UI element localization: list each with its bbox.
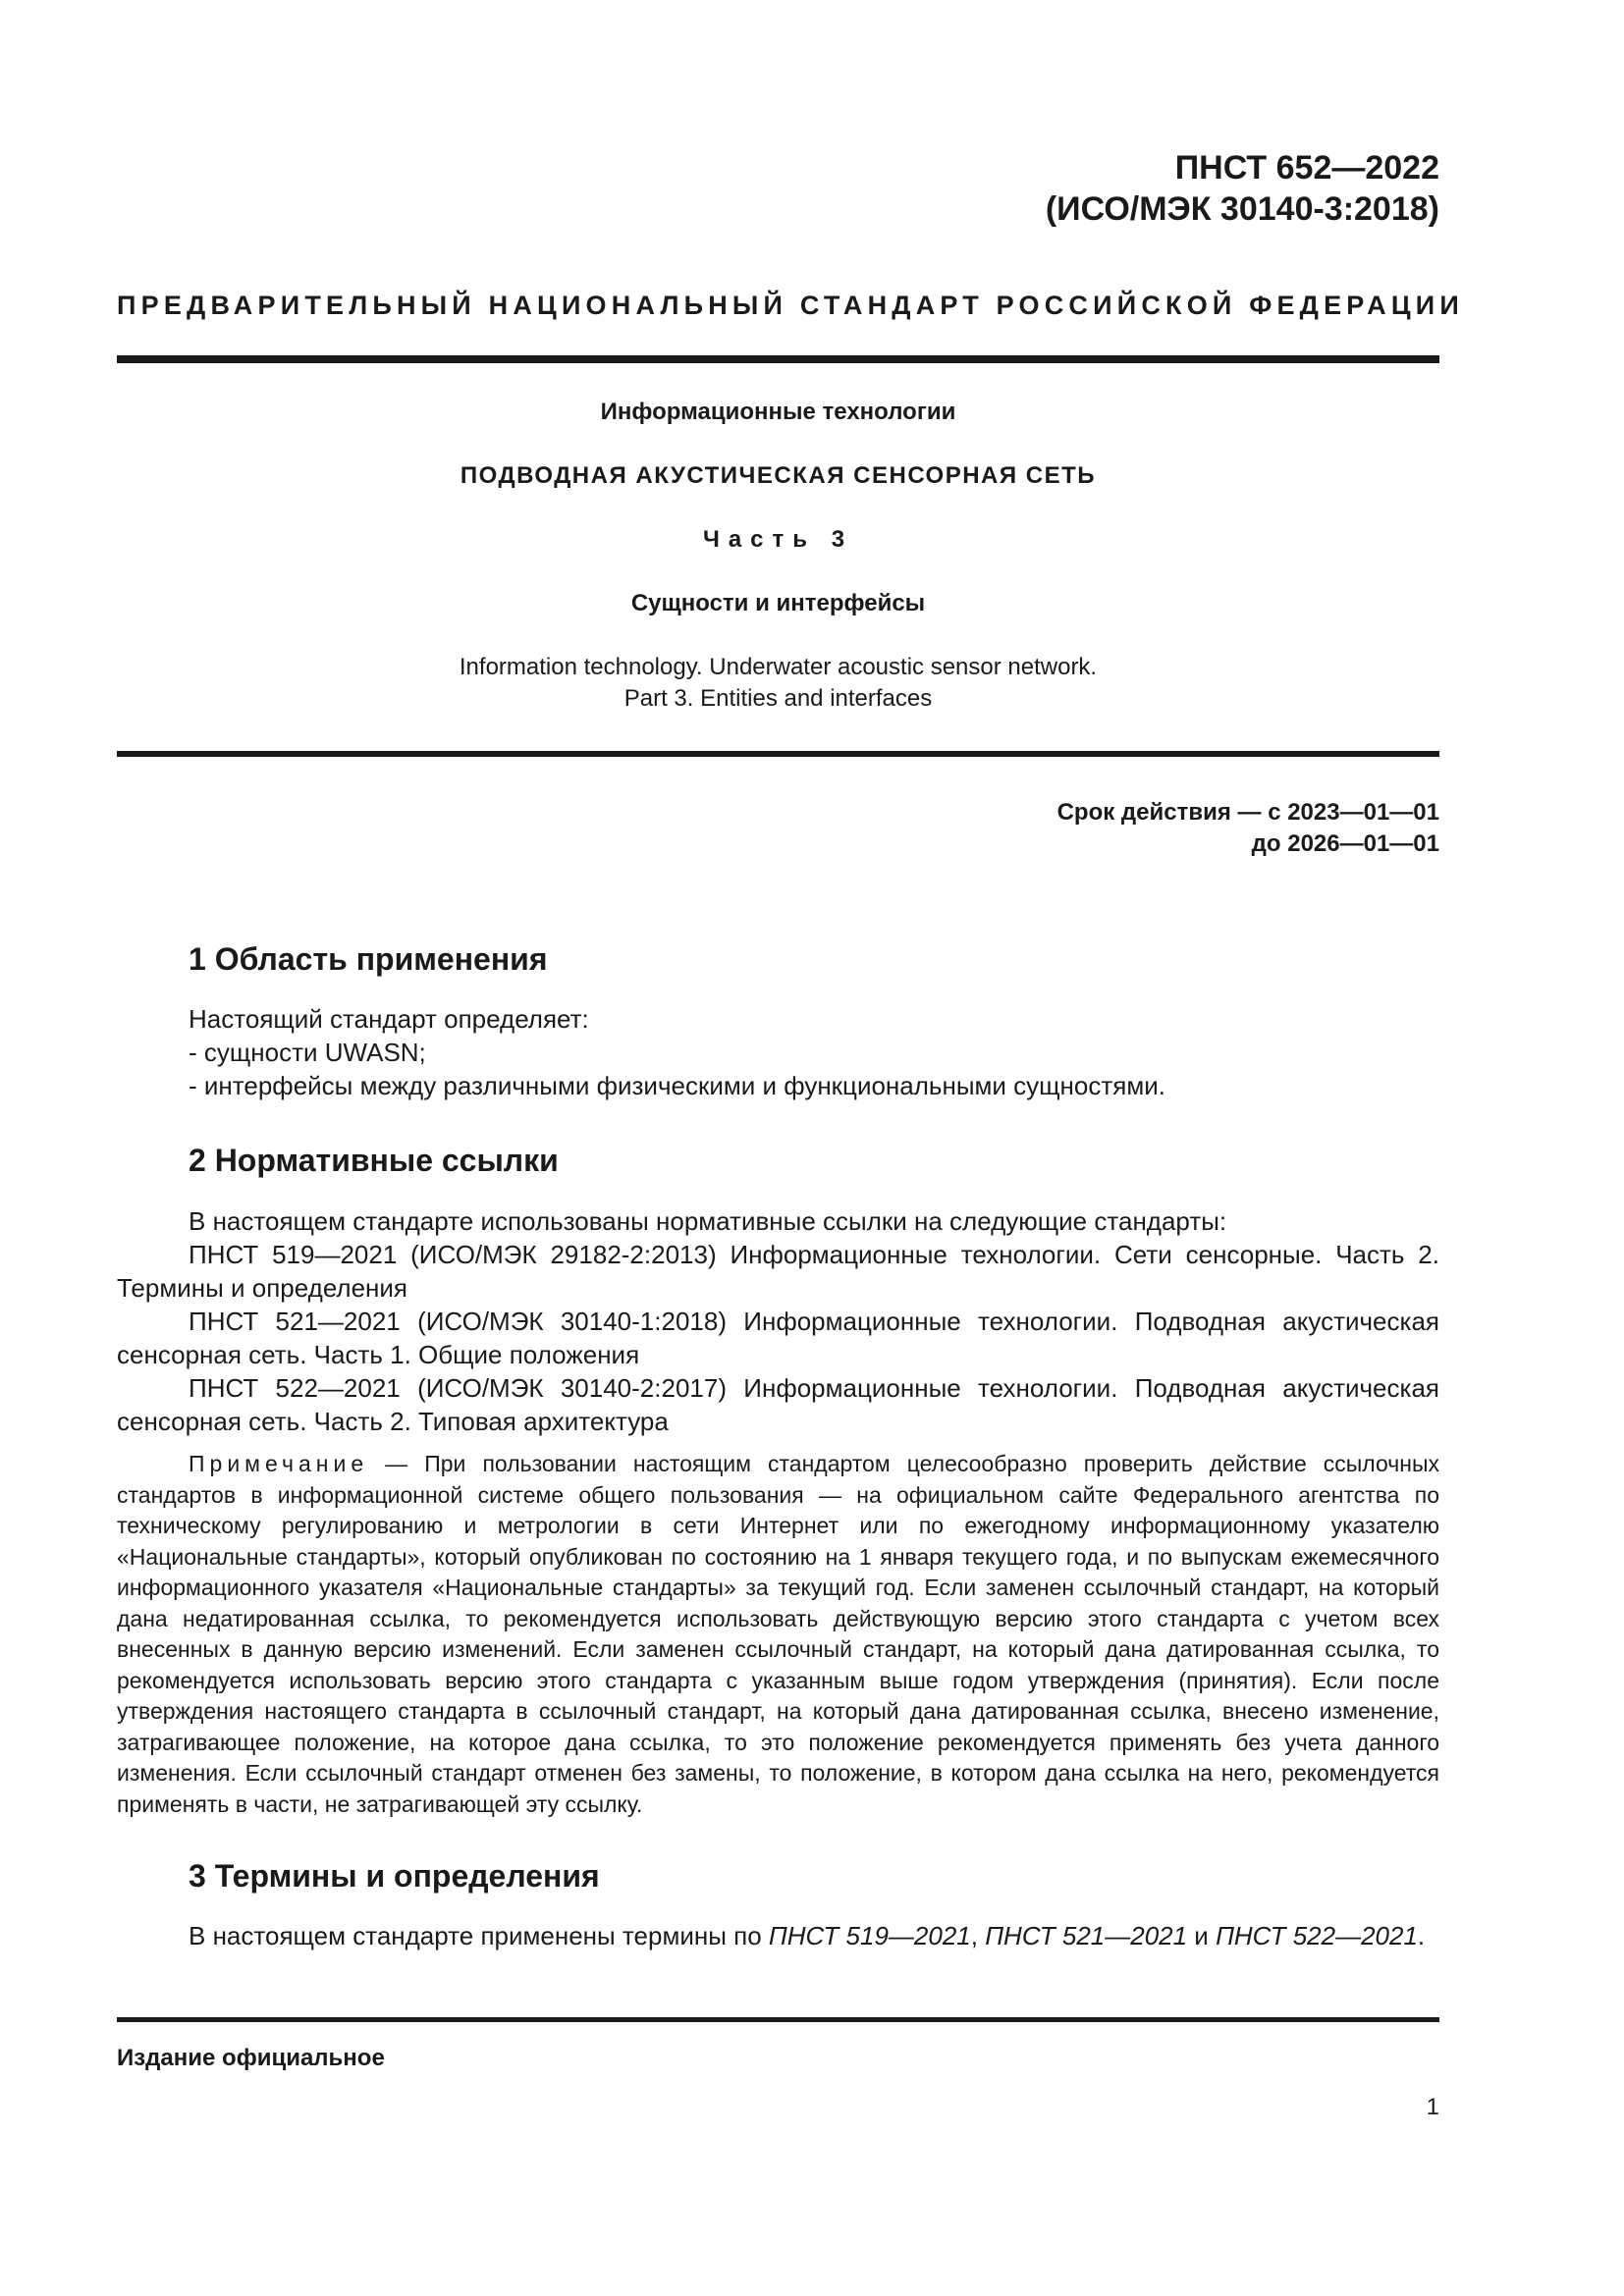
section2-intro: В настоящем стандарте использованы нормативные ссылки на следующие стандарты: <box>189 1206 1227 1236</box>
section2-note <box>117 1449 1439 1820</box>
title-group: Информационные технологии <box>600 399 956 425</box>
section1-body <box>189 1002 1165 1102</box>
title-part: Часть 3 <box>702 526 854 553</box>
section3-ref: ПНСТ 519—2021 <box>768 1921 971 1950</box>
title-english <box>117 652 1439 715</box>
title-english-line2: Part 3. Entities and interfaces <box>623 685 933 712</box>
section3-body <box>117 1919 1439 1952</box>
note-text: — При пользовании настоящим стандартом целесообразно проверить действие ссылочных стандартов в информационной системе общего пользования — на официальном сайте Федерального агентства по техническому регулированию и метрологии в сети Интернет или по ежегодному информационному указателю «Национальные стандарты», который опубликован по состоянию на 1 января текущего года, и по выпускам ежемесячного информационного указателя «Национальные стандарты» за текущий год. Если заменен ссылочный стандарт, на который дана недатированная ссылка, то рекомендуется использовать действующую версию этого стандарта с учетом всех внесенных в данную версию изменений. Если заменен ссылочный стандарт, на который дана датированная ссылка, то рекомендуется использовать версию этого стандарта с указанным выше годом утверждения (принятия). Если после утверждения настоящего стандарта в ссылочный стандарт, на который дана датированная ссылка, внесено изменение, затрагивающее положение, на которое дана ссылка, то это положение рекомендуется применять без учета данного изменения. Если ссылочный стандарт отменен без замены, то положение, в котором дана ссылка на него, рекомендуется применять в части, не затрагивающей эту ссылку. <box>117 1451 1439 1817</box>
title-subtitle: Сущности и интерфейсы <box>630 590 926 616</box>
validity-line2: до 2026—01—01 <box>1251 830 1439 857</box>
footer-rule <box>117 2017 1439 2022</box>
document-code-line2: (ИСО/МЭК 30140-3:2018) <box>1045 190 1439 228</box>
section1-intro: Настоящий стандарт определяет: <box>189 1004 589 1034</box>
reference-item: ПНСТ 522—2021 (ИСО/МЭК 30140-2:2017) Информационные технологии. Подводная акустическая сенсорная сеть. Часть 2. Типовая архитектура <box>117 1373 1439 1436</box>
section3-separator: и <box>1187 1921 1217 1950</box>
section3-end: . <box>1417 1921 1426 1950</box>
document-code-line1: ПНСТ 652—2022 <box>1174 149 1439 187</box>
section3-heading: 3 Термины и определения <box>189 1858 600 1894</box>
note-label: Примечание <box>189 1451 369 1476</box>
section3-ref: ПНСТ 522—2021 <box>1216 1921 1418 1950</box>
reference-item: ПНСТ 519—2021 (ИСО/МЭК 29182-2:2013) Информационные технологии. Сети сенсорные. Часть 2. Термины и определения <box>117 1240 1439 1303</box>
reference-item: ПНСТ 521—2021 (ИСО/МЭК 30140-1:2018) Информационные технологии. Подводная акустическая сенсорная сеть. Часть 1. Общие положения <box>117 1307 1439 1369</box>
title-main: ПОДВОДНАЯ АКУСТИЧЕСКАЯ СЕНСОРНАЯ СЕТЬ <box>460 462 1097 489</box>
document-code <box>1046 147 1439 230</box>
section3-separator: , <box>970 1921 986 1950</box>
title-english-line1: Information technology. Underwater acoustic sensor network. <box>459 654 1098 680</box>
validity-period <box>1057 797 1439 860</box>
section3-text: В настоящем стандарте применены термины по <box>189 1921 769 1950</box>
section2-heading: 2 Нормативные ссылки <box>189 1143 559 1178</box>
top-rule <box>117 355 1439 363</box>
edition-label: Издание официальное <box>117 2045 385 2071</box>
validity-line1: Срок действия — с 2023—01—01 <box>1056 799 1439 826</box>
section2-body <box>117 1204 1439 1438</box>
section1-item: - интерфейсы между различными физическими и функциональными сущностями. <box>189 1071 1165 1100</box>
section1-heading: 1 Область применения <box>189 941 548 977</box>
section3-ref: ПНСТ 521—2021 <box>985 1921 1188 1950</box>
title-rule <box>117 751 1439 757</box>
section1-item: - сущности UWASN; <box>189 1038 426 1067</box>
page-number: 1 <box>1426 2094 1439 2120</box>
standard-banner: ПРЕДВАРИТЕЛЬНЫЙ НАЦИОНАЛЬНЫЙ СТАНДАРТ РОССИЙСКОЙ ФЕДЕРАЦИИ <box>117 291 1464 320</box>
